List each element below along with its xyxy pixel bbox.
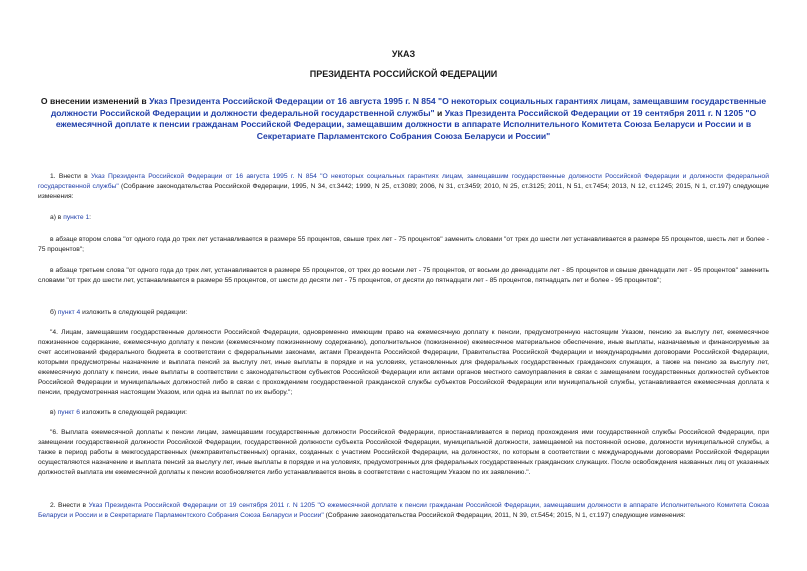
issuer-heading: ПРЕЗИДЕНТА РОССИЙСКОЙ ФЕДЕРАЦИИ	[309, 69, 498, 79]
item-a-prefix: а) в	[50, 214, 64, 221]
item-b-link[interactable]: пункт 4	[57, 309, 81, 316]
p2-suffix: (Собрание законодательства Российской Федерации, 2011, N 39, ст.5454; 2015, N 1, ст.197) следующие изменения:	[323, 512, 686, 519]
item-v-suffix: изложить в следующей редакции:	[79, 409, 188, 416]
p2-prefix: 2. Внести в	[50, 502, 89, 509]
item-a	[38, 213, 769, 223]
item-v-text: "6. Выплата ежемесячной доплаты к пенсии лицам, замещавшим государственные должности Российской Федерации, приостанавливается в период прохождения ими государственной службы Российской Федерации, при замещении государственной должности Российской Федерации, государственной должности субъекта Российской Федерации, муниципальной должности, замещаемой на постоянной основе, должности муниципальной службы, а также в период работы в межгосударственных (межправительственных) органах, созданных с участием Российской Федерации, на должностях, по которым в соответствии с международными договорами Российской Федерации осуществляются назначение и выплата пенсий за выслугу лет, иные выплаты в порядке и на условиях, предусмотренных для федеральных государственных гражданских служащих. После освобождения названных лиц от указанных должностей выплата им ежемесячной доплаты к пенсии возобновляется либо устанавливается вновь в соответствии с настоящим Указом по их заявлению.".	[38, 429, 769, 476]
title-link-decree-1205[interactable]: Указ Президента Российской Федерации от 19 сентября 2011 г. N 1205 "О ежемесячной доплате к пенсии гражданам Российской Федерации, замещавшим должности в аппарате Исполнительного Комитета Союза Беларуси и России и в Секретариате Парламентского Собрания Союза Беларуси и России"	[55, 107, 757, 141]
doc-type-heading: УКАЗ	[391, 49, 416, 59]
item-b-text: "4. Лицам, замещавшим государственные должности Российской Федерации, одновременно имеющим право на ежемесячную доплату к пенсии, предусмотренную настоящим Указом, пенсию за выслугу лет, ежемесячное пожизненное содержание, ежемесячную доплату к пенсии (ежемесячному пожизненному содержанию), дополнительное (пожизненное) ежемесячное материальное обеспечение, иные выплаты, назначаемые и финансируемые за счет ассигнований федерального бюджета в соответствии с федеральными законами, актами Президента Российской Федерации, Правительства Российской Федерации и международными договорами Российской Федерации, которыми предусмотрены назначение и выплата пенсий за выслугу лет, иные выплаты в порядке и на условиях, установленных для федеральных государственных гражданских служащих, а также на пенсию за выслугу лет, ежемесячную доплату к пенсии, иные выплаты в соответствии с законодательством субъектов Российской Федерации или актами органов местного самоуправления в связи с замещением государственных должностей субъектов Российской Федерации и муниципальных должностей либо в связи с прохождением государственной гражданской службы субъектов Российской Федерации или муниципальной службы, устанавливается ежемесячная доплата к пенсии, предусмотренная настоящим Указом, или одна из выплат по их выбору.";	[38, 329, 769, 396]
item-a-link[interactable]: пункте 1	[63, 214, 90, 221]
paragraph-1	[38, 172, 769, 202]
item-b	[38, 308, 769, 318]
paragraph-2	[38, 501, 769, 521]
item-a-suffix: :	[89, 214, 92, 221]
title-middle: и	[434, 107, 445, 118]
item-v-link[interactable]: пункт 6	[57, 409, 80, 416]
item-v	[38, 408, 769, 418]
item-a-paragraph-3: в абзаце третьем слова "от одного года до трех лет, устанавливается в размере 55 процентов, от трех до восьми лет - 75 процентов, от восьми до двенадцати лет - 85 процентов и свыше двенадцати лет - 95 процентов" заменить словами "от трех до шести лет, устанавливается в размере 55 процентов, от шести до десяти лет - 75 процентов, от десяти до пятнадцати лет - 85 процентов, пятнадцать лет и более - 95 процентов";	[38, 267, 769, 284]
title-prefix: О внесении изменений в	[40, 96, 150, 106]
item-b-prefix: б)	[50, 309, 58, 316]
p1-link-decree-854[interactable]: Указ Президента Российской Федерации от 16 августа 1995 г. N 854 "О некоторых социальных гарантиях лицам, замещавшим государственные должности Российской Федерации и должности федеральной государственной службы"	[38, 173, 769, 190]
item-a-paragraph-2: в абзаце втором слова "от одного года до трех лет устанавливается в размере 55 процентов, свыше трех лет - 75 процентов" заменить словами "от трех до шести лет устанавливается в размере 55 процентов, шесть лет и более - 75 процентов";	[38, 236, 769, 253]
document-title	[38, 96, 769, 142]
p1-prefix: 1. Внести в	[50, 173, 92, 180]
title-link-decree-854[interactable]: Указ Президента Российской Федерации от 16 августа 1995 г. N 854 "О некоторых социальных гарантиях лицам, замещавшим государственные должности Российской Федерации и должности федеральной государственной службы"	[50, 96, 767, 118]
p1-suffix: (Собрание законодательства Российской Федерации, 1995, N 34, ст.3442; 1999, N 25, ст.3089; 2006, N 31, ст.3459; 2010, N 25, ст.3125; 2011, N 51, ст.7454; 2013, N 12, ст.1245; 2015, N 1, ст.197) следующие изменения:	[38, 183, 769, 200]
p2-link-decree-1205[interactable]: Указ Президента Российской Федерации от 19 сентября 2011 г. N 1205 "О ежемесячной доплате к пенсии гражданам Российской Федерации, замещавшим должности в аппарате Исполнительного Комитета Союза Беларуси и России и в Секретариате Парламентского Собрания Союза Беларуси и России"	[38, 502, 769, 519]
item-b-suffix: изложить в следующей редакции:	[80, 309, 188, 316]
item-v-prefix: в)	[50, 409, 58, 416]
